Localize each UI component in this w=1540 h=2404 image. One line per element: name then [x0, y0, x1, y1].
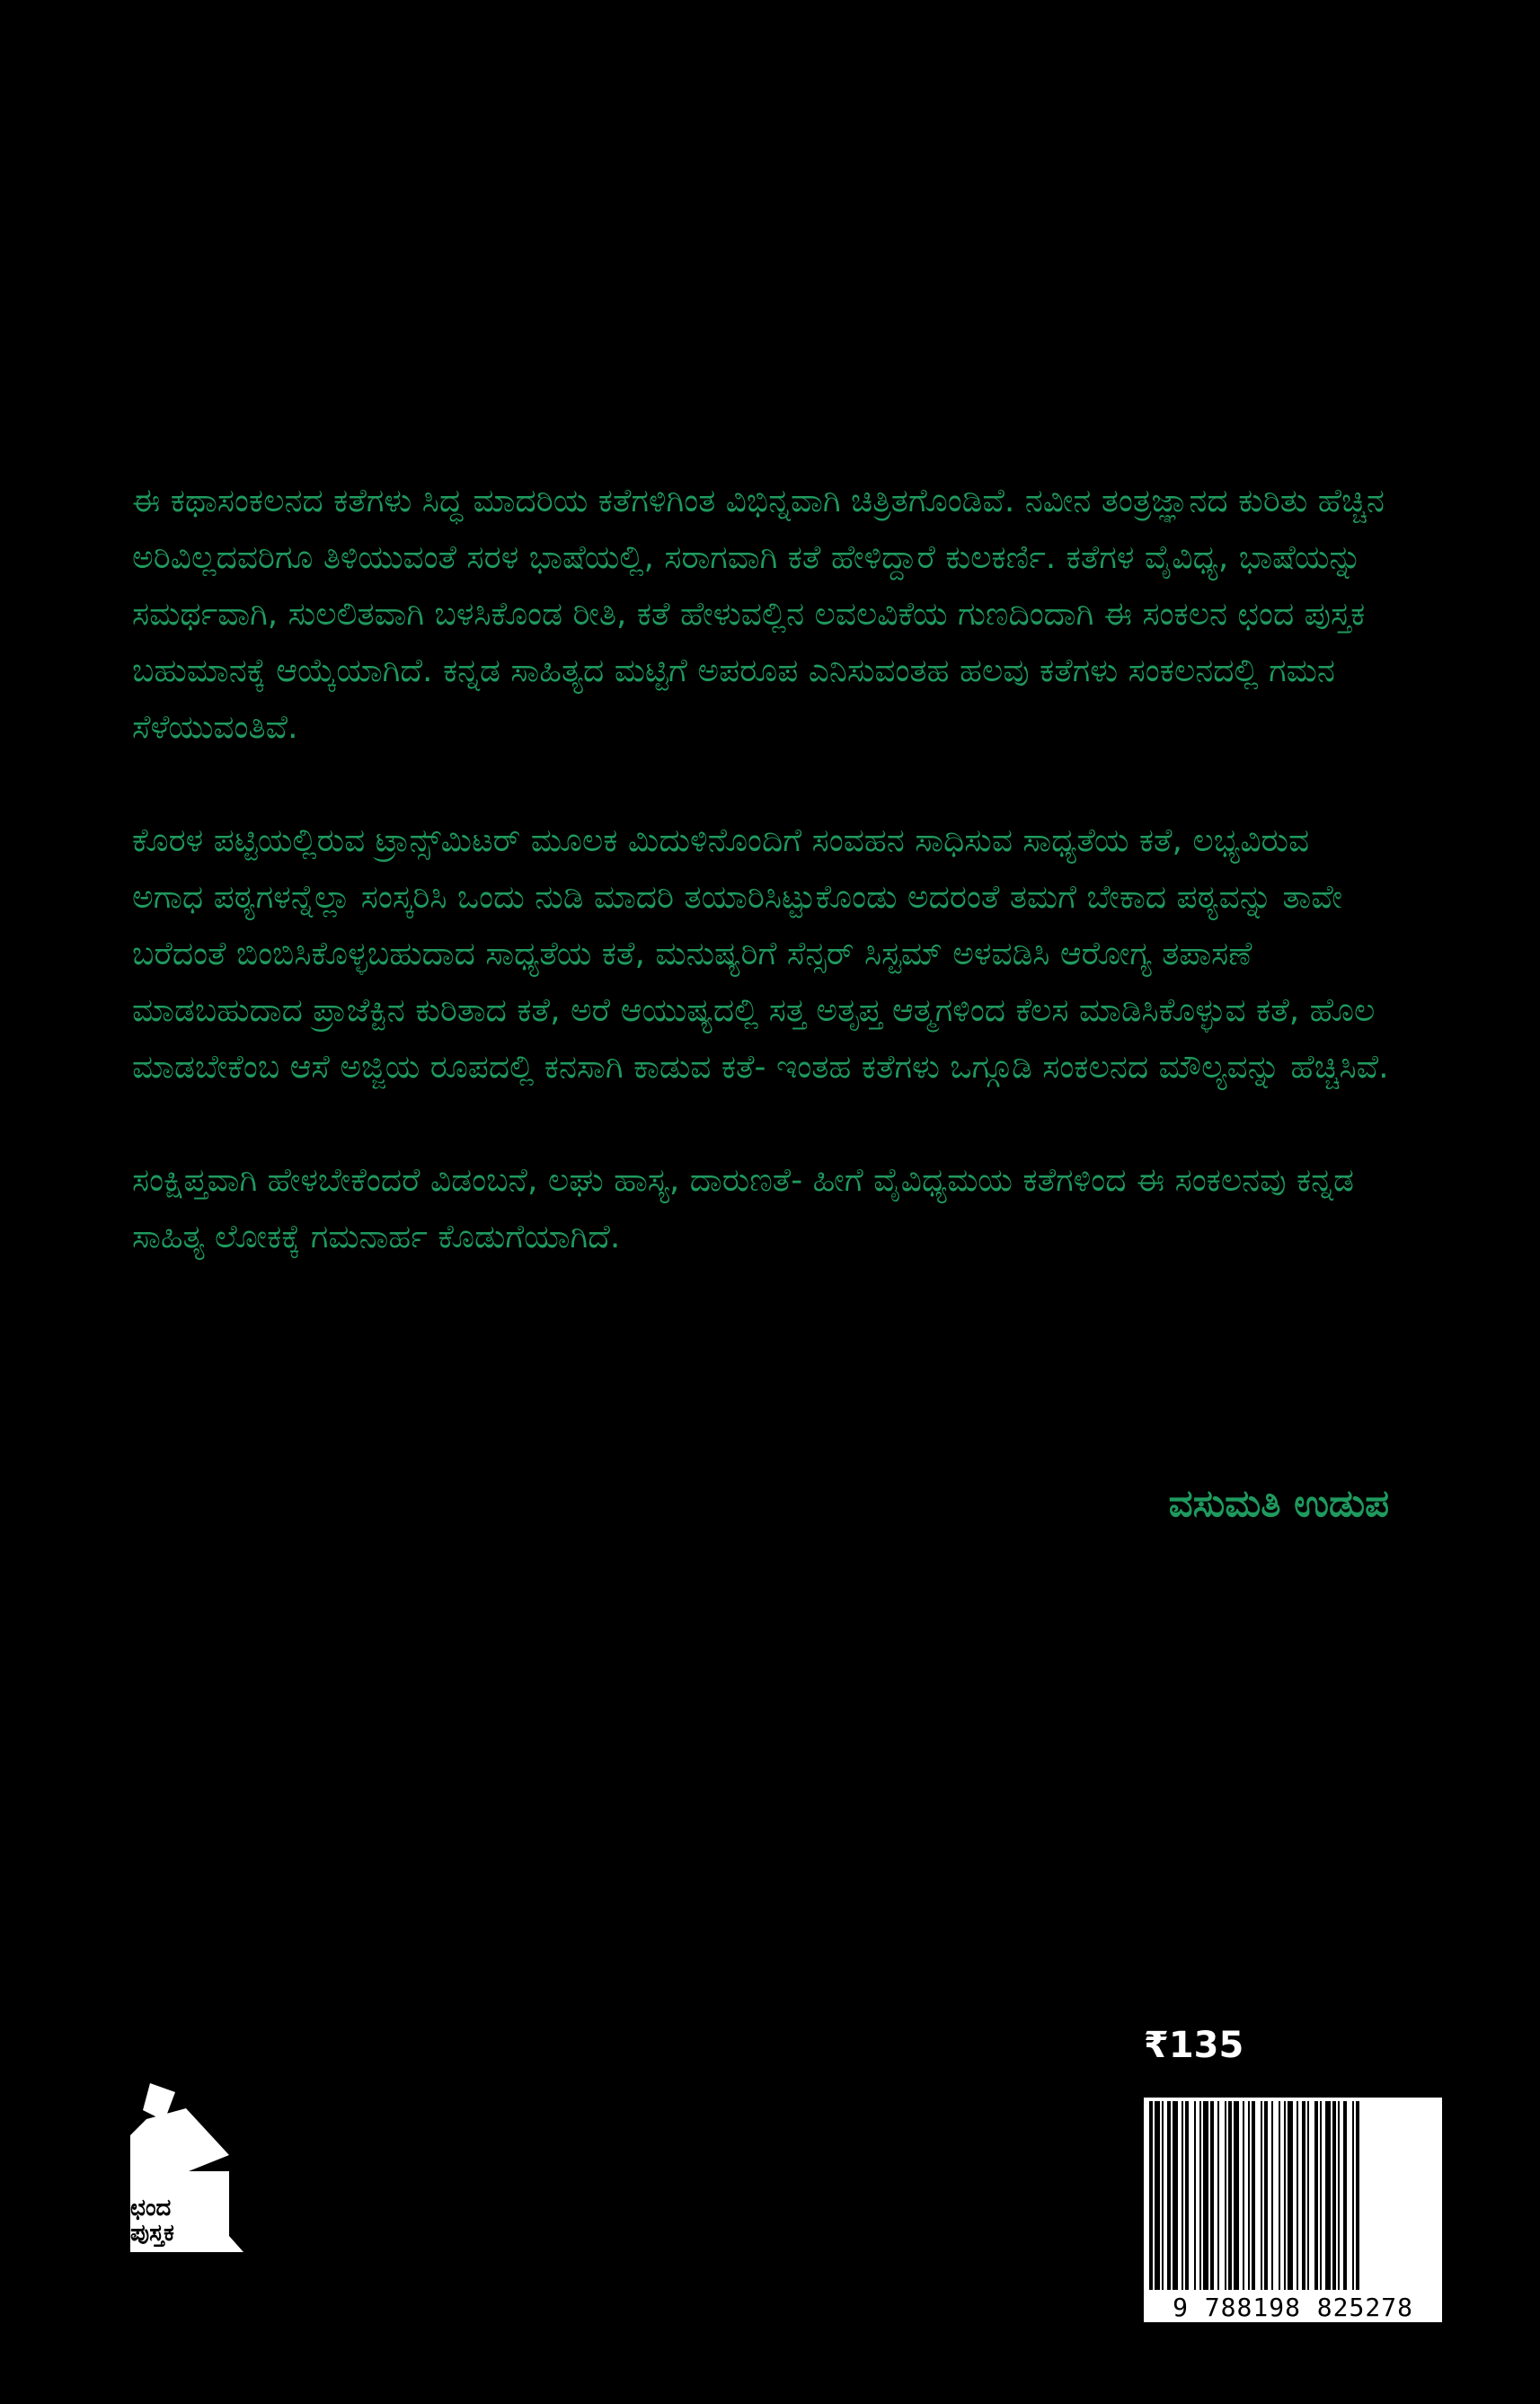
barcode-bars [1144, 2098, 1442, 2293]
publisher-logo [130, 2083, 252, 2254]
isbn-barcode [1144, 2098, 1442, 2322]
logo-line-1: ಛಂದ [130, 2195, 172, 2222]
blurb-paragraph-3: ಸಂಕ್ಷಿಪ್ತವಾಗಿ ಹೇಳಬೇಕೆಂದರೆ ವಿಡಂಬನೆ, ಲಘು ಹಾಸ್ಯ, ದಾರುಣತೆ- ಹೀಗೆ ವೈವಿಧ್ಯಮಯ ಕತೆಗಳಿಂದ ಈ ಸಂಕಲನವು ಕನ್ನಡ ಸಾಹಿತ್ಯ ಲೋಕಕ್ಕೆ ಗಮನಾರ್ಹ ಕೊಡುಗೆಯಾಗಿದೆ. [132, 1162, 1354, 1255]
isbn-number: 9 788198 825278 [1144, 2293, 1442, 2322]
back-cover-blurb [132, 473, 1390, 1322]
blurb-paragraph-2: ಕೊರಳ ಪಟ್ಟಿಯಲ್ಲಿರುವ ಟ್ರಾನ್ಸ್‌ಮಿಟರ್ ಮೂಲಕ ಮಿದುಳಿನೊಂದಿಗೆ ಸಂವಹನ ಸಾಧಿಸುವ ಸಾಧ್ಯತೆಯ ಕತೆ, ಲಭ್ಯವಿರುವ ಅಗಾಧ ಪಠ್ಯಗಳನ್ನೆಲ್ಲಾ ಸಂಸ್ಕರಿಸಿ ಒಂದು ನುಡಿ ಮಾದರಿ ತಯಾರಿಸಿಟ್ಟುಕೊಂಡು ಅದರಂತೆ ತಮಗೆ ಬೇಕಾದ ಪಠ್ಯವನ್ನು ತಾವೇ ಬರೆದಂತೆ ಬಿಂಬಿಸಿಕೊಳ್ಳಬಹುದಾದ ಸಾಧ್ಯತೆಯ ಕತೆ, ಮನುಷ್ಯರಿಗೆ ಸೆನ್ಸರ್ ಸಿಸ್ಟಮ್ ಅಳವಡಿಸಿ ಆರೋಗ್ಯ ತಪಾಸಣೆ ಮಾಡಬಹುದಾದ ಪ್ರಾಜೆಕ್ಟಿನ ಕುರಿತಾದ ಕತೆ, ಅರೆ ಆಯುಷ್ಯದಲ್ಲಿ ಸತ್ತ ಅತೃಪ್ತ ಆತ್ಮಗಳಿಂದ ಕೆಲಸ ಮಾಡಿಸಿಕೊಳ್ಳುವ ಕತೆ, ಹೊಲ ಮಾಡಬೇಕೆಂಬ ಆಸೆ ಅಜ್ಜಿಯ ರೂಪದಲ್ಲಿ ಕನಸಾಗಿ ಕಾಡುವ ಕತೆ- ಇಂತಹ ಕತೆಗಳು ಒಗ್ಗೂಡಿ ಸಂಕಲನದ ಮೌಲ್ಯವನ್ನು ಹೆಚ್ಚಿಸಿವೆ. [132, 822, 1389, 1086]
logo-line-2: ಪುಸ್ತಕ [130, 2220, 174, 2247]
price-label: ₹135 [1144, 2025, 1244, 2066]
reviewer-signature: ವಸುಮತಿ ಉಡುಪ [1168, 1481, 1389, 1525]
blurb-paragraph-1: ಈ ಕಥಾಸಂಕಲನದ ಕತೆಗಳು ಸಿದ್ಧ ಮಾದರಿಯ ಕತೆಗಳಿಗಿಂತ ವಿಭಿನ್ನವಾಗಿ ಚಿತ್ರಿತಗೊಂಡಿವೆ. ನವೀನ ತಂತ್ರಜ್ಞಾನದ ಕುರಿತು ಹೆಚ್ಚಿನ ಅರಿವಿಲ್ಲದವರಿಗೂ ತಿಳಿಯುವಂತೆ ಸರಳ ಭಾಷೆಯಲ್ಲಿ, ಸರಾಗವಾಗಿ ಕತೆ ಹೇಳಿದ್ದಾರೆ ಕುಲಕರ್ಣಿ. ಕತೆಗಳ ವೈವಿಧ್ಯ, ಭಾಷೆಯನ್ನು ಸಮರ್ಥವಾಗಿ, ಸುಲಲಿತವಾಗಿ ಬಳಸಿಕೊಂಡ ರೀತಿ, ಕತೆ ಹೇಳುವಲ್ಲಿನ ಲವಲವಿಕೆಯ ಗುಣದಿಂದಾಗಿ ಈ ಸಂಕಲನ ಛಂದ ಪುಸ್ತಕ ಬಹುಮಾನಕ್ಕೆ ಆಯ್ಕೆಯಾಗಿದೆ. ಕನ್ನಡ ಸಾಹಿತ್ಯದ ಮಟ್ಟಿಗೆ ಅಪರೂಪ ಎನಿಸುವಂತಹ ಹಲವು ಕತೆಗಳು ಸಂಕಲನದಲ್ಲಿ ಗಮನ ಸೆಳೆಯುವಂತಿವೆ. [132, 483, 1385, 746]
